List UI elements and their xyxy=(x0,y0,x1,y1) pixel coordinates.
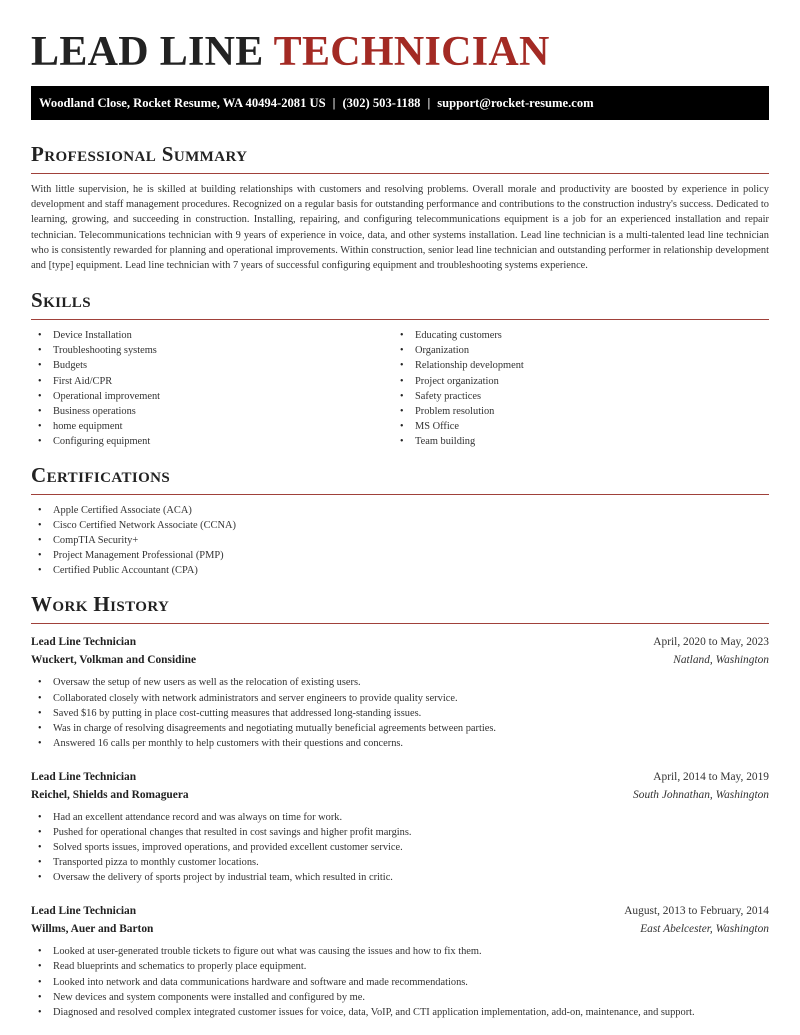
certification-item: • Certified Public Accountant (CPA) xyxy=(31,563,769,578)
job-company-row xyxy=(31,786,769,804)
job-location: Natland, Washington xyxy=(673,654,769,667)
skill-item: • Problem resolution xyxy=(393,404,755,419)
job-bullet: • Looked at user-generated trouble tickets to figure out what was causing the issues and how to fix them. xyxy=(31,944,769,959)
job-dates: April, 2020 to May, 2023 xyxy=(653,636,769,649)
skill-item: • Team building xyxy=(393,434,755,449)
summary-heading: Professional Summary xyxy=(31,142,248,166)
certification-item: • Apple Certified Associate (ACA) xyxy=(31,503,769,518)
skill-item: • Configuring equipment xyxy=(31,434,393,449)
job-company: Willms, Auer and Barton xyxy=(31,923,154,936)
job-bullet: • Answered 16 calls per monthly to help customers with their questions and concerns. xyxy=(31,736,769,751)
contact-email[interactable]: support@rocket-resume.com xyxy=(437,96,594,110)
job-company: Wuckert, Volkman and Considine xyxy=(31,654,197,667)
contact-address: Woodland Close, Rocket Resume, WA 40494-2081 US xyxy=(39,96,326,110)
job-bullet: • Oversaw the setup of new users as well as the relocation of existing users. xyxy=(31,675,769,690)
job-title: Lead Line Technician xyxy=(31,905,137,918)
skill-item: • Project organization xyxy=(393,374,755,389)
resume-page xyxy=(31,0,769,1020)
contact-bar xyxy=(31,86,769,120)
skills-heading: Skills xyxy=(31,288,91,313)
certification-item: • Project Management Professional (PMP) xyxy=(31,548,769,563)
section-divider xyxy=(31,173,769,174)
job-bullet: • Pushed for operational changes that resulted in cost savings and higher profit margins. xyxy=(31,825,769,840)
skill-item: • Safety practices xyxy=(393,389,755,404)
job-company-row xyxy=(31,920,769,938)
job-entry xyxy=(31,633,769,750)
job-dates: April, 2014 to May, 2019 xyxy=(653,770,769,783)
job-location: East Abelcester, Washington xyxy=(640,923,769,936)
skill-item: • Troubleshooting systems xyxy=(31,343,393,358)
contact-separator: | xyxy=(427,96,431,110)
summary-text: With little supervision, he is skilled at building relationships with customers and resolving problems. Overall morale and productivity are boosted by experience in policy development and staff management procedures. Recognized on a regular basis for outstanding performance and contributions to the construction industry's success. Dedicated to learning, growing, and succeeding in construction. Installing, repairing, and configuring telecommunications equipment is a job for an experienced installation and repair technician. Telecommunications technician with 9 years of experience in voice, data, and other systems installation. Lead line technician is a multi-talented lead line technician who is consistently rewarded for planning and operational improvements. Within construction, senior lead line technician and outstanding performer in relationship development and [type] equipment. Lead line technician with 7 years of successful configuring equipment and troubleshooting systems experience. xyxy=(31,184,769,272)
job-bullet: • Transported pizza to monthly customer locations. xyxy=(31,855,769,870)
work-history-heading: Work History xyxy=(31,592,170,617)
job-bullet: • Saved $16 by putting in place cost-cutting measures that addressed long-standing issues. xyxy=(31,706,769,721)
skill-item: • Budgets xyxy=(31,358,393,373)
section-divider xyxy=(31,494,769,495)
job-header-row xyxy=(31,633,769,651)
job-bullets xyxy=(31,810,769,885)
skill-item: • Business operations xyxy=(31,404,393,419)
section-divider xyxy=(31,319,769,320)
certification-item: • CompTIA Security+ xyxy=(31,533,769,548)
job-bullet: • Collaborated closely with network administrators and server engineers to provide quality service. xyxy=(31,691,769,706)
certifications-heading: Certifications xyxy=(31,462,171,487)
skills-list-right xyxy=(393,328,755,449)
skill-item: • Educating customers xyxy=(393,328,755,343)
contact-separator: | xyxy=(332,96,336,110)
candidate-name xyxy=(31,29,769,75)
certifications-list xyxy=(31,503,769,578)
job-title: Lead Line Technician xyxy=(31,636,137,649)
skills-columns xyxy=(31,328,769,449)
job-bullet: • Was in charge of resolving disagreements and negotiating mutually beneficial agreements between parties. xyxy=(31,721,769,736)
skill-item: • Operational improvement xyxy=(31,389,393,404)
job-bullet: • Looked into network and data communications hardware and software and made recommendations. xyxy=(31,975,769,990)
name-last: TECHNICIAN xyxy=(273,29,550,75)
job-dates: August, 2013 to February, 2014 xyxy=(624,905,769,918)
job-entry xyxy=(31,768,769,885)
job-bullet: • New devices and system components were installed and configured by me. xyxy=(31,990,769,1005)
skills-list-left xyxy=(31,328,393,449)
certification-item: • Cisco Certified Network Associate (CCNA) xyxy=(31,518,769,533)
job-location: South Johnathan, Washington xyxy=(633,788,769,801)
job-bullets xyxy=(31,944,769,1019)
job-header-row xyxy=(31,768,769,786)
skill-item: • Relationship development xyxy=(393,358,755,373)
job-title: Lead Line Technician xyxy=(31,770,137,783)
job-bullet: • Oversaw the delivery of sports project by industrial team, which resulted in critic. xyxy=(31,870,769,885)
job-company: Reichel, Shields and Romaguera xyxy=(31,788,189,801)
job-company-row xyxy=(31,651,769,669)
job-bullet: • Solved sports issues, improved operations, and provided excellent customer service. xyxy=(31,840,769,855)
job-bullets xyxy=(31,675,769,750)
skill-item: • Organization xyxy=(393,343,755,358)
job-bullet: • Read blueprints and schematics to properly place equipment. xyxy=(31,959,769,974)
contact-phone: (302) 503-1188 xyxy=(342,96,421,110)
section-divider xyxy=(31,623,769,624)
job-header-row xyxy=(31,902,769,920)
job-entry xyxy=(31,902,769,1019)
skill-item: • MS Office xyxy=(393,419,755,434)
skill-item: • First Aid/CPR xyxy=(31,374,393,389)
name-first: LEAD LINE xyxy=(31,29,264,75)
job-bullet: • Diagnosed and resolved complex integrated customer issues for voice, data, VoIP, and CTI application implementation, add-on, maintenance, and support. xyxy=(31,1005,769,1020)
skill-item: • Device Installation xyxy=(31,328,393,343)
skill-item: • home equipment xyxy=(31,419,393,434)
job-bullet: • Had an excellent attendance record and was always on time for work. xyxy=(31,810,769,825)
